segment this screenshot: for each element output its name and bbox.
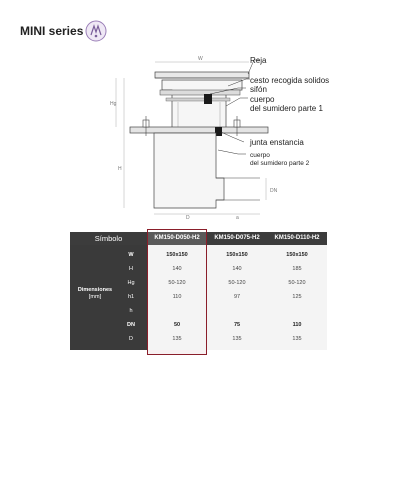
cell-hg-2: 50-120 — [228, 280, 246, 286]
cell-h-small-2 — [207, 304, 267, 318]
cell-dn-3: 110 — [292, 322, 302, 328]
callout-reja: Reja — [250, 56, 267, 65]
cell-w-1: 150x150 — [166, 252, 188, 258]
callout-cuerpo2-b: del sumidero parte 2 — [250, 160, 310, 167]
cell-h1-2: 97 — [233, 294, 241, 300]
callout-sifon: sifón — [250, 85, 267, 94]
cell-h-3: 185 — [292, 266, 302, 272]
cell-h-1: 140 — [172, 266, 182, 272]
model-header-2: KM150-D075-H2 — [207, 232, 267, 245]
row-label-dn: DN — [127, 322, 135, 328]
model-header-1: KM150-D050-H2 — [147, 232, 207, 245]
dim-hg: Hg — [110, 101, 117, 107]
callout-junta: junta enstancia — [250, 138, 304, 147]
dim-a: a — [236, 215, 239, 220]
series-title: MINI series — [20, 24, 84, 38]
callout-cuerpo1-b: del sumidero parte 1 — [250, 104, 323, 113]
spec-table — [70, 232, 327, 350]
table-header-label: Símbolo — [70, 232, 147, 245]
row-label-h: H — [129, 266, 133, 272]
cell-h-2: 140 — [232, 266, 242, 272]
cell-h-small-3 — [267, 304, 327, 318]
cell-d-3: 135 — [292, 336, 302, 342]
cell-w-3: 150x150 — [286, 252, 308, 258]
cell-w-2: 150x150 — [226, 252, 248, 258]
dim-d: D — [186, 215, 190, 220]
cell-h1-3: 125 — [292, 294, 302, 300]
mini-series-logo-icon — [85, 20, 107, 42]
row-label-hg: Hg — [127, 280, 135, 286]
model-header-3: KM150-D110-H2 — [267, 232, 327, 245]
callout-cuerpo2-a: cuerpo — [250, 152, 270, 159]
cell-h-small-1 — [147, 304, 207, 318]
cell-d-2: 135 — [232, 336, 242, 342]
cell-hg-1: 50-120 — [168, 280, 186, 286]
upper-body — [162, 80, 242, 130]
row-label-h1: h1 — [127, 294, 135, 300]
dim-h: H — [118, 166, 122, 172]
row-label-w: W — [128, 252, 134, 258]
dim-w: W — [198, 56, 203, 62]
cell-hg-3: 50-120 — [288, 280, 306, 286]
cell-dn-1: 50 — [173, 322, 181, 328]
flange — [130, 127, 268, 133]
callout-cesto: cesto recogida solidos — [250, 76, 330, 85]
callout-cuerpo1-a: cuerpo — [250, 95, 275, 104]
grate-plate — [155, 72, 249, 78]
row-label-d: D — [129, 336, 133, 342]
lower-body — [154, 133, 224, 208]
cell-dn-2: 75 — [233, 322, 241, 328]
cell-d-1: 135 — [172, 336, 182, 342]
cell-h1-1: 110 — [172, 294, 182, 300]
group-label: Dimensiones [mm] — [77, 287, 113, 300]
technical-drawing — [100, 50, 400, 220]
row-label-h-small: h — [129, 308, 133, 314]
sifon-gasket — [204, 94, 212, 104]
table-symbol-column — [70, 245, 147, 350]
table-values — [147, 245, 327, 350]
dim-dn: DN — [270, 188, 278, 194]
